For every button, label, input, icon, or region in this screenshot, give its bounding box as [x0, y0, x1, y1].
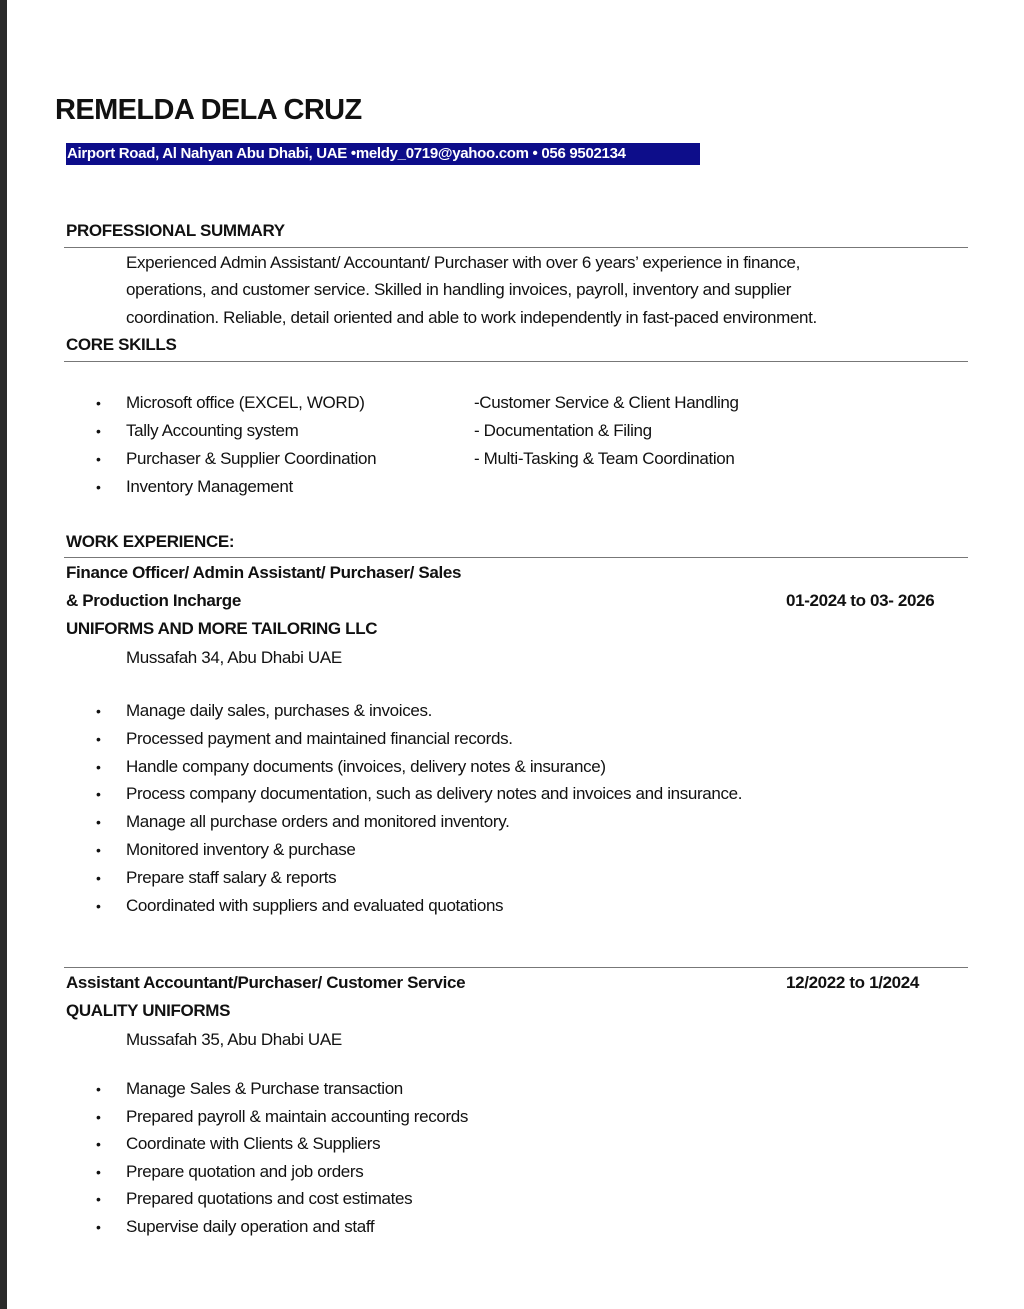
bullet-icon: •	[96, 451, 101, 467]
list-item: - Multi-Tasking & Team Coordination	[474, 449, 735, 468]
work-heading: WORK EXPERIENCE:	[66, 532, 235, 551]
bullet-icon: •	[96, 479, 101, 495]
job-title: Assistant Accountant/Purchaser/ Customer Service	[66, 973, 466, 992]
list-item: Microsoft office (EXCEL, WORD)	[126, 393, 365, 412]
bullet-icon: •	[96, 1191, 101, 1208]
summary-line: operations, and customer service. Skilled in handling invoices, payroll, inventory and supplier	[126, 280, 792, 299]
bullet-icon: •	[96, 786, 101, 803]
divider	[64, 361, 968, 362]
divider	[64, 557, 968, 558]
summary-heading: PROFESSIONAL SUMMARY	[66, 221, 285, 240]
bullet-icon: •	[96, 1108, 101, 1125]
job-title: & Production Incharge	[66, 591, 241, 610]
list-item: Prepared quotations and cost estimates	[126, 1189, 413, 1209]
bullet-icon: •	[96, 869, 101, 886]
company-location: Mussafah 35, Abu Dhabi UAE	[126, 1030, 342, 1049]
bullet-icon: •	[96, 395, 101, 411]
list-item: Tally Accounting system	[126, 421, 299, 440]
list-item: Monitored inventory & purchase	[126, 840, 356, 859]
bullet-icon: •	[96, 814, 101, 831]
list-item: -Customer Service & Client Handling	[474, 393, 739, 412]
list-item: Handle company documents (invoices, delivery notes & insurance)	[126, 756, 606, 776]
bullet-icon: •	[96, 1136, 101, 1153]
bullet-icon: •	[96, 703, 101, 719]
contact-line: Airport Road, Al Nahyan Abu Dhabi, UAE •meldy_0719@yahoo.com • 056 9502134	[66, 143, 700, 165]
candidate-name: REMELDA DELA CRUZ	[55, 94, 362, 126]
bullet-icon: •	[96, 1163, 101, 1180]
list-item: Coordinate with Clients & Suppliers	[126, 1134, 381, 1154]
list-item: Supervise daily operation and staff	[126, 1217, 375, 1236]
summary-line: coordination. Reliable, detail oriented and able to work independently in fast-paced environment.	[126, 308, 817, 327]
skills-heading: CORE SKILLS	[66, 335, 177, 354]
bullet-icon: •	[96, 1081, 101, 1097]
list-item: Prepare quotation and job orders	[126, 1161, 364, 1181]
list-item: Manage all purchase orders and monitored inventory.	[126, 812, 510, 832]
company-location: Mussafah 34, Abu Dhabi UAE	[126, 648, 342, 667]
list-item: Manage daily sales, purchases & invoices.	[126, 701, 432, 720]
company-name: QUALITY UNIFORMS	[66, 1001, 231, 1020]
bullet-icon: •	[96, 730, 101, 747]
list-item: Process company documentation, such as delivery notes and invoices and insurance.	[126, 784, 743, 804]
divider	[64, 967, 968, 968]
list-item: - Documentation & Filing	[474, 421, 652, 440]
bullet-icon: •	[96, 758, 101, 775]
list-item: Prepared payroll & maintain accounting records	[126, 1106, 469, 1126]
list-item: Inventory Management	[126, 477, 293, 496]
job-title: Finance Officer/ Admin Assistant/ Purchaser/ Sales	[66, 563, 462, 582]
bullet-icon: •	[96, 1219, 101, 1235]
list-item: Coordinated with suppliers and evaluated quotations	[126, 895, 504, 915]
job-dates: 12/2022 to 1/2024	[786, 973, 919, 992]
list-item: Prepare staff salary & reports	[126, 867, 337, 887]
bullet-icon: •	[96, 897, 101, 914]
job-dates: 01-2024 to 03- 2026	[786, 591, 935, 610]
list-item: Manage Sales & Purchase transaction	[126, 1079, 403, 1098]
window-edge	[0, 0, 7, 1309]
summary-line: Experienced Admin Assistant/ Accountant/ Purchaser with over 6 years’ experience in finance,	[126, 253, 800, 272]
bullet-icon: •	[96, 423, 101, 439]
company-name: UNIFORMS AND MORE TAILORING LLC	[66, 619, 378, 638]
bullet-icon: •	[96, 842, 101, 858]
list-item: Processed payment and maintained financial records.	[126, 728, 513, 748]
list-item: Purchaser & Supplier Coordination	[126, 449, 377, 468]
divider	[64, 247, 968, 248]
